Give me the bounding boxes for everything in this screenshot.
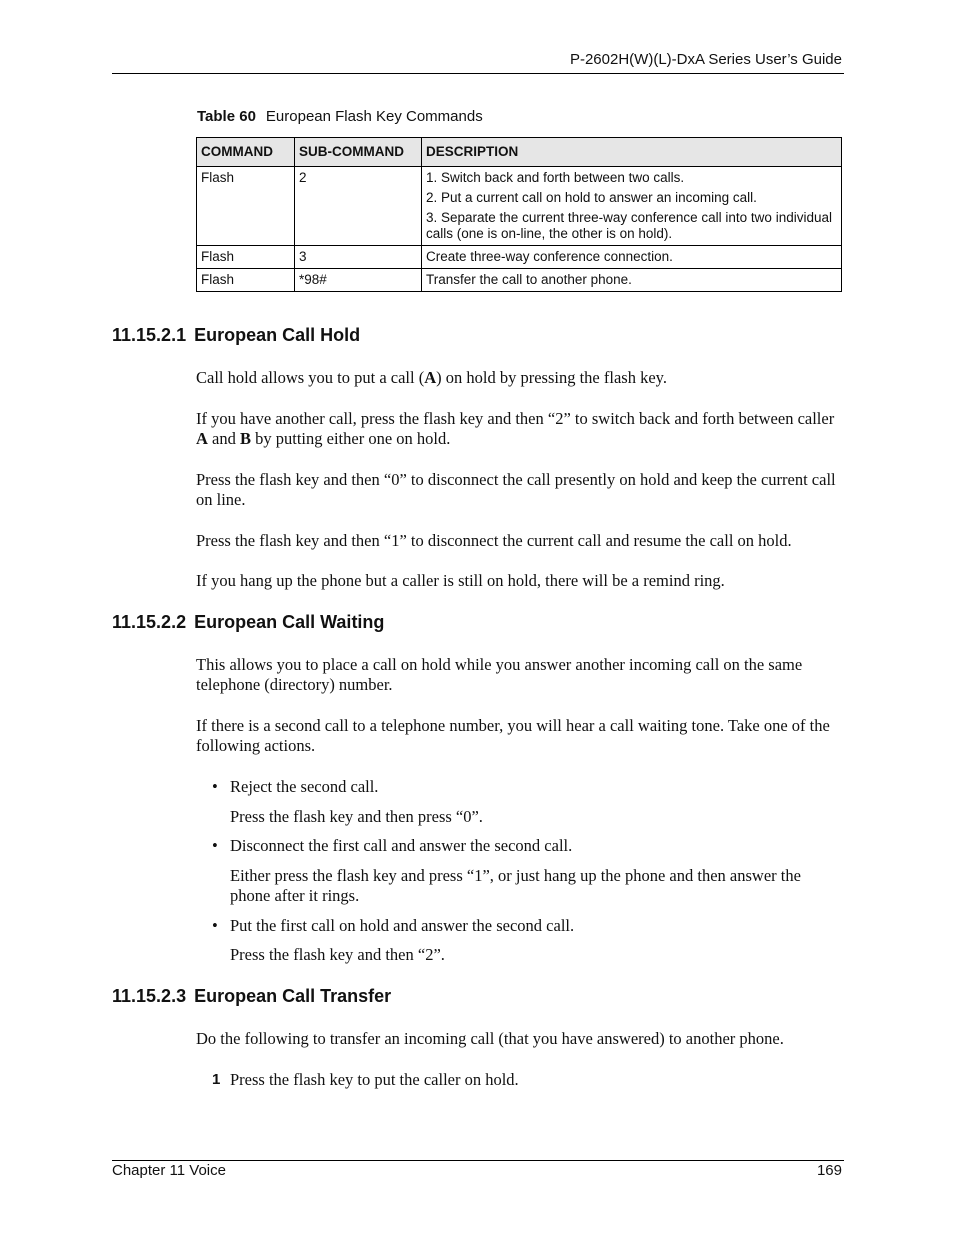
bullet-icon: • — [212, 777, 218, 796]
cell-description: Transfer the call to another phone. — [422, 269, 842, 292]
list-item-detail: Press the flash key and then “2”. — [230, 945, 445, 964]
section-title: European Call Transfer — [194, 986, 392, 1006]
section-title: European Call Waiting — [194, 612, 385, 632]
section-heading-call-hold — [112, 325, 360, 346]
paragraph: Press the flash key and then “1” to disconnect the current call and resume the call on hold. — [196, 531, 792, 550]
section-number: 11.15.2.1 — [112, 325, 187, 345]
paragraph: Do the following to transfer an incoming call (that you have answered) to another phone. — [196, 1029, 784, 1048]
cell-description — [422, 167, 842, 246]
table-caption-label: Table 60 — [197, 108, 256, 125]
cell-description: Create three-way conference connection. — [422, 246, 842, 269]
text-run: by putting either one on hold. — [251, 429, 451, 448]
list-item-detail: Press the flash key and then press “0”. — [230, 807, 483, 826]
paragraph: If you hang up the phone but a caller is still on hold, there will be a remind ring. — [196, 571, 725, 590]
text-run: and — [207, 429, 240, 448]
table-row — [197, 269, 842, 292]
running-header: P-2602H(W)(L)-DxA Series User’s Guide — [569, 51, 842, 68]
paragraph: Press the flash key and then “0” to disconnect the call presently on hold and keep the current call on line. — [196, 470, 836, 509]
bullet-icon: • — [212, 916, 218, 935]
description-line: 2. Put a current call on hold to answer an incoming call. — [426, 190, 757, 205]
footer-chapter: Chapter 11 Voice — [112, 1162, 226, 1179]
cell-command: Flash — [197, 167, 295, 246]
section-heading-call-transfer — [112, 986, 391, 1007]
section-heading-call-waiting — [112, 612, 384, 633]
list-item-text: Put the first call on hold and answer the second call. — [230, 916, 575, 935]
step-number: 1 — [212, 1071, 221, 1088]
column-header-command: COMMAND — [197, 138, 295, 167]
bullet-icon: • — [212, 836, 218, 855]
section-number: 11.15.2.3 — [112, 986, 187, 1006]
list-item-detail: Either press the flash key and press “1”, or just hang up the phone and then answer the phone after it rings. — [230, 866, 801, 905]
description-line: 1. Switch back and forth between two calls. — [426, 170, 685, 185]
text-run: If you have another call, press the flash key and then “2” to switch back and forth between caller — [196, 409, 835, 428]
table-caption-text: European Flash Key Commands — [265, 108, 483, 125]
text-run: ) on hold by pressing the flash key. — [436, 368, 667, 387]
cell-sub-command: 3 — [295, 246, 422, 269]
paragraph — [196, 368, 842, 388]
bold-text: A — [196, 429, 208, 448]
table-row — [197, 246, 842, 269]
cell-command: Flash — [197, 269, 295, 292]
section-title: European Call Hold — [194, 325, 361, 345]
table-row — [197, 167, 842, 246]
flash-key-commands-table — [196, 137, 842, 292]
table-header-row — [197, 138, 842, 167]
section-number: 11.15.2.2 — [112, 612, 187, 632]
table-caption — [197, 108, 483, 125]
list-item-text: Reject the second call. — [230, 777, 379, 796]
paragraph: If there is a second call to a telephone number, you will hear a call waiting tone. Take one of the following actions. — [196, 716, 830, 755]
paragraph — [196, 409, 842, 449]
column-header-sub-command: SUB-COMMAND — [295, 138, 422, 167]
column-header-description: DESCRIPTION — [422, 138, 842, 167]
step-text: Press the flash key to put the caller on hold. — [230, 1070, 519, 1089]
footer-page-number: 169 — [816, 1162, 842, 1179]
bold-text: B — [240, 429, 252, 448]
cell-sub-command: 2 — [295, 167, 422, 246]
description-line: 3. Separate the current three-way conference call into two individual calls (one is on-line, the other is on hold). — [426, 210, 832, 241]
text-run: Call hold allows you to put a call ( — [196, 368, 425, 387]
footer-rule — [112, 1160, 844, 1161]
paragraph: This allows you to place a call on hold while you answer another incoming call on the same telephone (directory) number. — [196, 655, 803, 694]
header-rule — [112, 73, 844, 74]
cell-sub-command: *98# — [295, 269, 422, 292]
cell-command: Flash — [197, 246, 295, 269]
bold-text: A — [424, 368, 437, 387]
list-item-text: Disconnect the first call and answer the second call. — [230, 836, 573, 855]
